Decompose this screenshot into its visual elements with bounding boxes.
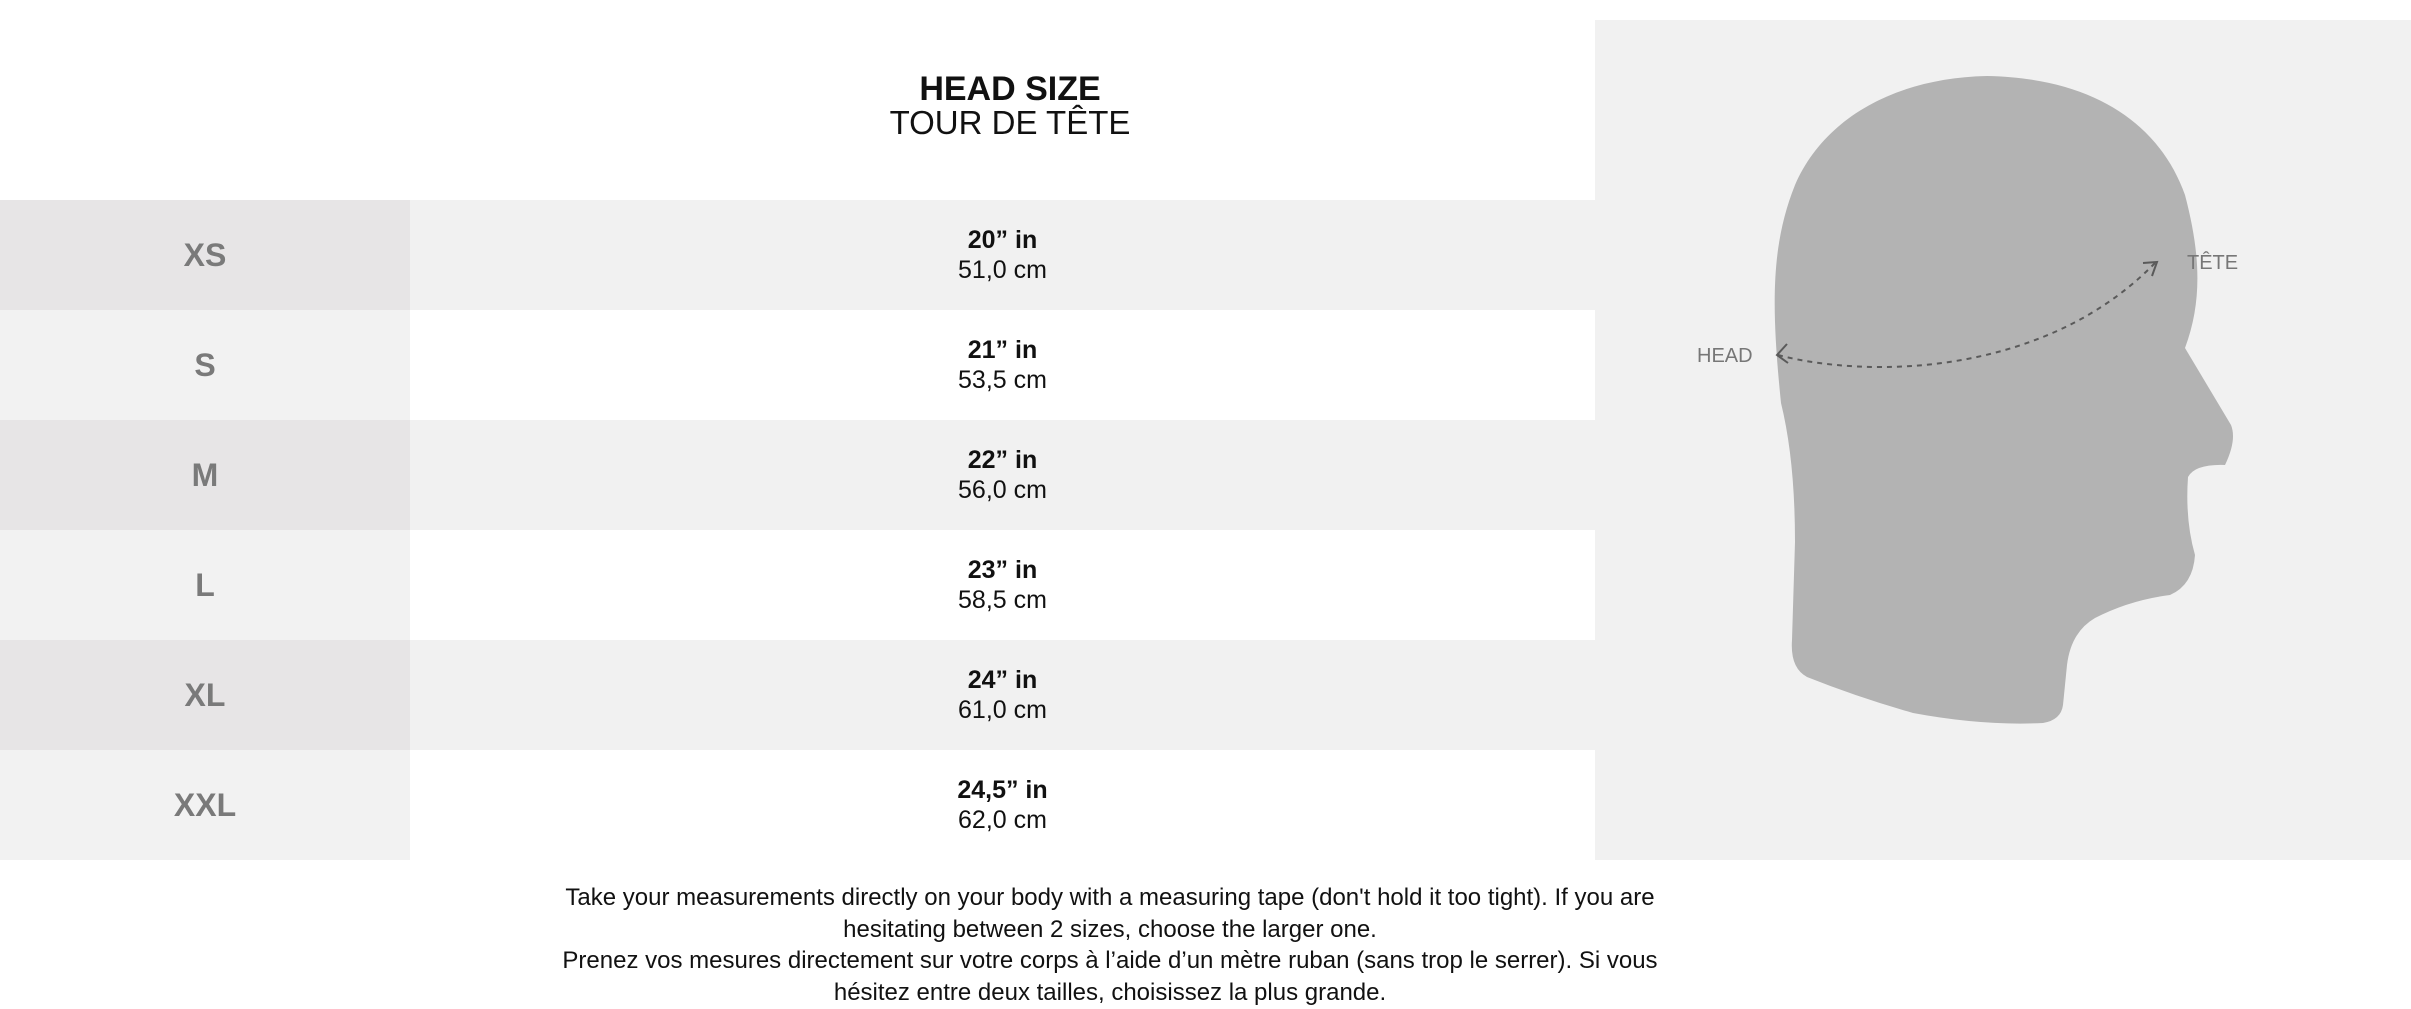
measurement-inches: 24” in xyxy=(967,666,1038,694)
measurement-inches: 20” in xyxy=(967,226,1038,254)
table-row xyxy=(0,640,1595,750)
measurement-cell xyxy=(410,200,1595,310)
label-tete: TÊTE xyxy=(2187,252,2239,274)
measurement-cm: 58,5 cm xyxy=(958,586,1047,614)
measurement-cm: 62,0 cm xyxy=(958,806,1047,834)
measurement-cell xyxy=(410,750,1595,860)
measurement-inches: 24,5” in xyxy=(957,776,1048,804)
page-title xyxy=(410,72,1610,139)
size-table xyxy=(0,200,1595,860)
measurement-cm: 51,0 cm xyxy=(958,256,1047,284)
note-english: Take your measurements directly on your body with a measuring tape (don't hold it too tight). If you are hesitating between 2 sizes, choose the larger one. xyxy=(565,884,1655,943)
table-row xyxy=(0,750,1595,860)
measurement-cm: 61,0 cm xyxy=(958,696,1047,724)
head-illustration-panel xyxy=(1595,20,2411,860)
size-label: L xyxy=(0,530,410,640)
table-row xyxy=(0,200,1595,310)
size-label: S xyxy=(0,310,410,420)
note-french: Prenez vos mesures directement sur votre corps à l’aide d’un mètre ruban (sans trop le serrer). Si vous hésitez entre deux tailles, choisissez la plus grande. xyxy=(562,947,1658,1007)
measurement-cm: 56,0 cm xyxy=(958,476,1047,504)
head-silhouette-icon xyxy=(1595,20,2411,860)
size-label: M xyxy=(0,420,410,530)
title-english: HEAD SIZE xyxy=(919,70,1101,108)
measurement-cell xyxy=(410,420,1595,530)
measurement-cell xyxy=(410,310,1595,420)
measurement-inches: 22” in xyxy=(967,446,1038,474)
measurement-cell xyxy=(410,640,1595,750)
measurement-cm: 53,5 cm xyxy=(958,366,1047,394)
measurement-note xyxy=(560,882,1660,1009)
table-row xyxy=(0,420,1595,530)
measurement-inches: 23” in xyxy=(967,556,1038,584)
table-row xyxy=(0,530,1595,640)
size-label: XS xyxy=(0,200,410,310)
title-french: TOUR DE TÊTE xyxy=(889,104,1131,141)
size-label: XXL xyxy=(0,750,410,860)
label-head: HEAD xyxy=(1697,345,1753,367)
size-label: XL xyxy=(0,640,410,750)
table-row xyxy=(0,310,1595,420)
measurement-cell xyxy=(410,530,1595,640)
head-silhouette xyxy=(1775,76,2233,724)
measurement-inches: 21” in xyxy=(967,336,1038,364)
